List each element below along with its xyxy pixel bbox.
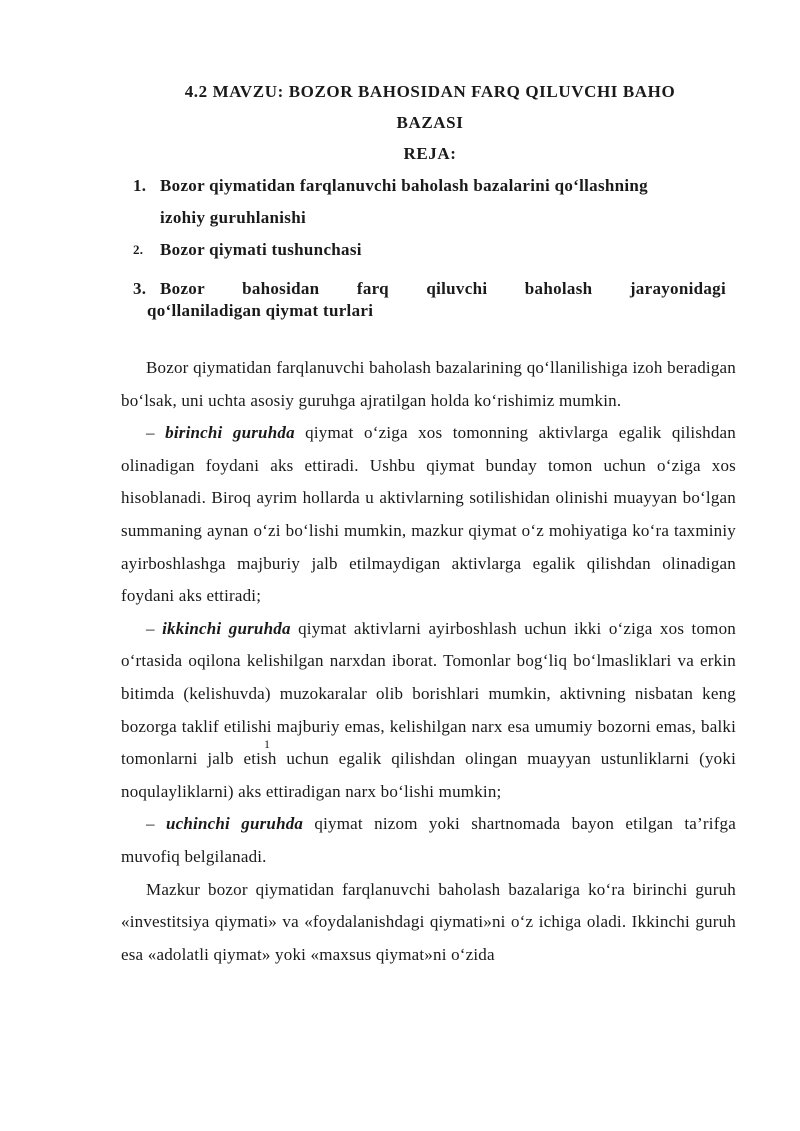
term-second-group: ikkinchi guruhda	[162, 618, 291, 638]
plan-item-1	[133, 170, 738, 234]
plan-item-3	[133, 278, 738, 322]
plan-item-number: 3.	[133, 279, 147, 298]
plan-item-number: 2.	[133, 242, 144, 257]
plan-item-text-cont: izohiy guruhlanishi	[160, 208, 306, 227]
plan-item-2	[133, 234, 738, 266]
paragraph-text: qiymat nizom yoki shartnomada bayon etilgan ta’rifga muvofiq belgilanadi.	[121, 814, 736, 866]
list-dash: –	[146, 618, 163, 638]
term-first-group: birinchi guruhda	[165, 423, 295, 443]
plan-item-text: Bozor qiymati tushunchasi	[160, 240, 362, 259]
document-title	[120, 76, 740, 138]
paragraph-intro: Bozor qiymatidan farqlanuvchi baholash bazalarining qo‘llanilishiga izoh beradigan bo‘lsak, uni uchta asosiy guruhga ajratilgan holda ko‘rishimiz mumkin.	[121, 358, 736, 410]
term-third-group: uchinchi guruhda	[166, 814, 304, 834]
title-line-2: BAZASI	[396, 113, 464, 132]
paragraph-first-group	[121, 417, 736, 613]
paragraph-summary: Mazkur bozor qiymatidan farqlanuvchi baholash bazalariga ko‘ra birinchi guruh «investitsiya qiymati» va «foydalanishdagi qiymati»ni o‘z ichiga oladi. Ikkinchi guruh esa «adolatli qiymat» yoki «maxsus qiymat»ni o‘zida	[121, 879, 736, 964]
plan-item-text: Bozor bahosidan farq qiluvchi baholash jarayonidagi	[160, 279, 726, 298]
plan-item-number: 1.	[133, 176, 147, 195]
plan-heading: REJA:	[403, 144, 457, 163]
list-dash: –	[146, 814, 166, 834]
plan-item-text: Bozor qiymatidan farqlanuvchi baholash bazalarini qo‘llashning	[160, 176, 648, 195]
paragraph-text: qiymat o‘ziga xos tomonning aktivlarga egalik qilishdan olinadigan foydani aks ettiradi. Ushbu qiymat bunday tomon uchun o‘ziga xos hisoblanadi. Biroq ayrim hollarda u aktivlarning sotilishidan olinishi muayyan bo‘lgan summaning aynan o‘zi bo‘lishi mumkin, mazkur qiymat o‘z mohiyatiga ko‘ra taxminiy ayirboshlashga majburiy jalb etilmaydigan aktivlarga egalik qilishdan olinadigan foydani aks ettiradi;	[121, 423, 736, 606]
page-number: 1	[264, 737, 270, 751]
list-dash: –	[146, 423, 166, 443]
title-line-1: 4.2 MAVZU: BOZOR BAHOSIDAN FARQ QILUVCHI BAHO	[184, 82, 676, 101]
plan-item-text-cont: qo‘llaniladigan qiymat turlari	[147, 301, 374, 320]
paragraph-third-group	[121, 808, 736, 873]
paragraph-second-group	[121, 613, 736, 809]
body-text	[121, 352, 736, 971]
paragraph-text: qiymat aktivlarni ayirboshlash uchun ikki o‘ziga xos tomon o‘rtasida oqilona kelishilgan narxdan iborat. Tomonlar bog‘liq bo‘lmasliklari va erkin bitimda (kelishuvda) muzokaralar olib borishlari mumkin, aktivning nisbatan keng bozorga taklif etilishi majburiy emas, kelishilgan narx esa umumiy bozorni emas, balki tomonlarni jalb etish uchun egalik qilishdan olingan muayyan ustunliklarni (yoki noqulayliklarni) aks ettiradigan narx bo‘lishi mumkin;	[121, 618, 736, 801]
